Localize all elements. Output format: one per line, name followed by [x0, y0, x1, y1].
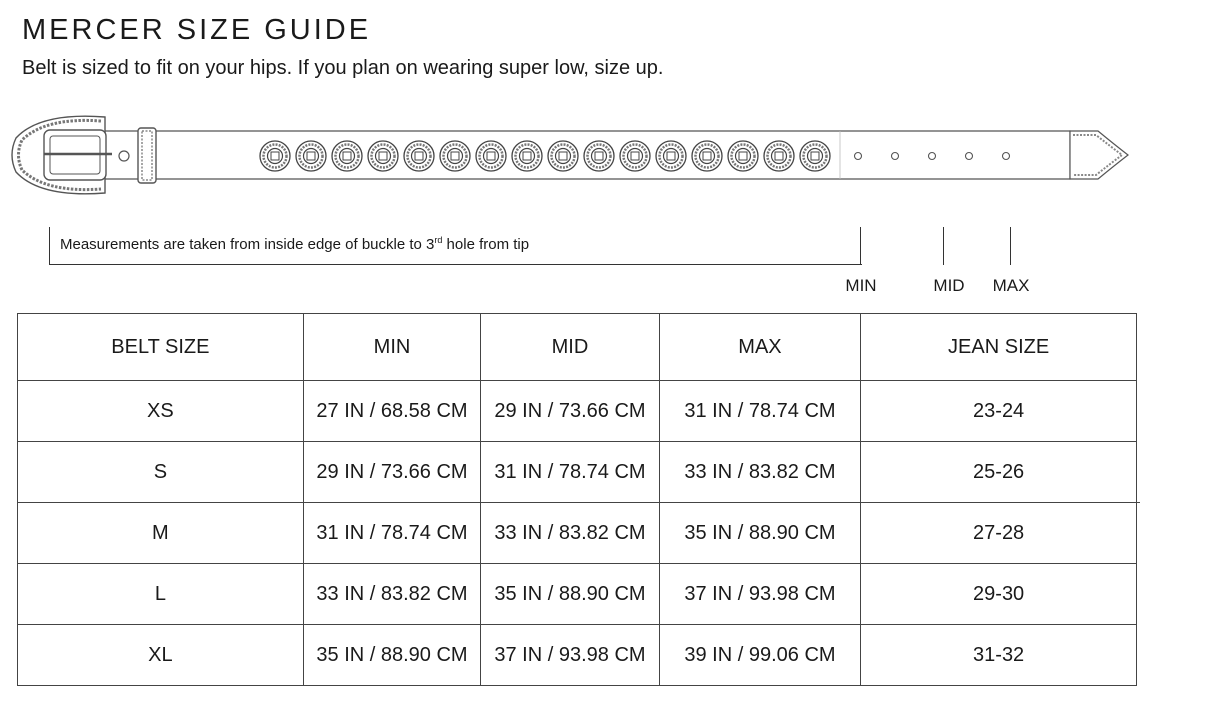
cell-min: 31 IN / 78.74 CM [303, 503, 480, 564]
table-row [18, 625, 1137, 686]
rivet [440, 141, 470, 171]
rivet [764, 141, 794, 171]
rivet [296, 141, 326, 171]
cell-jean-size: 25-26 [861, 442, 1137, 503]
rivet [656, 141, 686, 171]
cell-mid: 35 IN / 88.90 CM [481, 564, 659, 625]
header-mid: MID [481, 314, 659, 381]
cell-max: 33 IN / 83.82 CM [659, 442, 861, 503]
rivet [728, 141, 758, 171]
divider [1136, 502, 1140, 503]
min-label: MIN [845, 276, 877, 295]
table-row [18, 442, 1137, 503]
measurement-bracket [49, 227, 862, 265]
cell-belt-size: L [18, 564, 304, 625]
rivet [332, 141, 362, 171]
cell-belt-size: XS [18, 381, 304, 442]
table-row [18, 503, 1137, 564]
cell-mid: 37 IN / 93.98 CM [481, 625, 659, 686]
max-tick [1010, 227, 1011, 265]
header-min: MIN [303, 314, 480, 381]
cell-jean-size: 31-32 [861, 625, 1137, 686]
max-label: MAX [992, 276, 1030, 295]
page-title: MERCER SIZE GUIDE [22, 14, 372, 46]
min-tick [860, 227, 861, 265]
cell-min: 27 IN / 68.58 CM [303, 381, 480, 442]
rivet [476, 141, 506, 171]
cell-jean-size: 23-24 [861, 381, 1137, 442]
cell-max: 37 IN / 93.98 CM [659, 564, 861, 625]
cell-min: 33 IN / 83.82 CM [303, 564, 480, 625]
belt-hole [966, 153, 973, 160]
table-row [18, 381, 1137, 442]
belt-hole [855, 153, 862, 160]
cell-min: 29 IN / 73.66 CM [303, 442, 480, 503]
cell-mid: 33 IN / 83.82 CM [481, 503, 659, 564]
table-header-row [18, 314, 1137, 381]
cell-belt-size: XL [18, 625, 304, 686]
cell-mid: 29 IN / 73.66 CM [481, 381, 659, 442]
page-subtitle: Belt is sized to fit on your hips. If you plan on wearing super low, size up. [22, 57, 664, 79]
cell-min: 35 IN / 88.90 CM [303, 625, 480, 686]
header-belt-size: BELT SIZE [18, 314, 304, 381]
rivet [620, 141, 650, 171]
belt-hole [1003, 153, 1010, 160]
rivet [368, 141, 398, 171]
cell-belt-size: S [18, 442, 304, 503]
measurement-note: Measurements are taken from inside edge of buckle to 3rd hole from tip [60, 235, 530, 253]
cell-belt-size: M [18, 503, 304, 564]
belt-hole [892, 153, 899, 160]
rivet [692, 141, 722, 171]
rivet [512, 141, 542, 171]
rivet [404, 141, 434, 171]
belt-illustration [0, 100, 1226, 210]
mid-label: MID [933, 276, 965, 295]
belt-hole [929, 153, 936, 160]
cell-jean-size: 27-28 [861, 503, 1137, 564]
cell-jean-size: 29-30 [861, 564, 1137, 625]
rivet [584, 141, 614, 171]
mid-tick [943, 227, 944, 265]
belt-keeper [138, 128, 156, 183]
header-max: MAX [659, 314, 861, 381]
rivet [260, 141, 290, 171]
rivet [548, 141, 578, 171]
cell-max: 35 IN / 88.90 CM [659, 503, 861, 564]
cell-max: 39 IN / 99.06 CM [659, 625, 861, 686]
size-table [17, 313, 1137, 686]
rivet [800, 141, 830, 171]
cell-max: 31 IN / 78.74 CM [659, 381, 861, 442]
cell-mid: 31 IN / 78.74 CM [481, 442, 659, 503]
table-row [18, 564, 1137, 625]
header-jean-size: JEAN SIZE [861, 314, 1137, 381]
